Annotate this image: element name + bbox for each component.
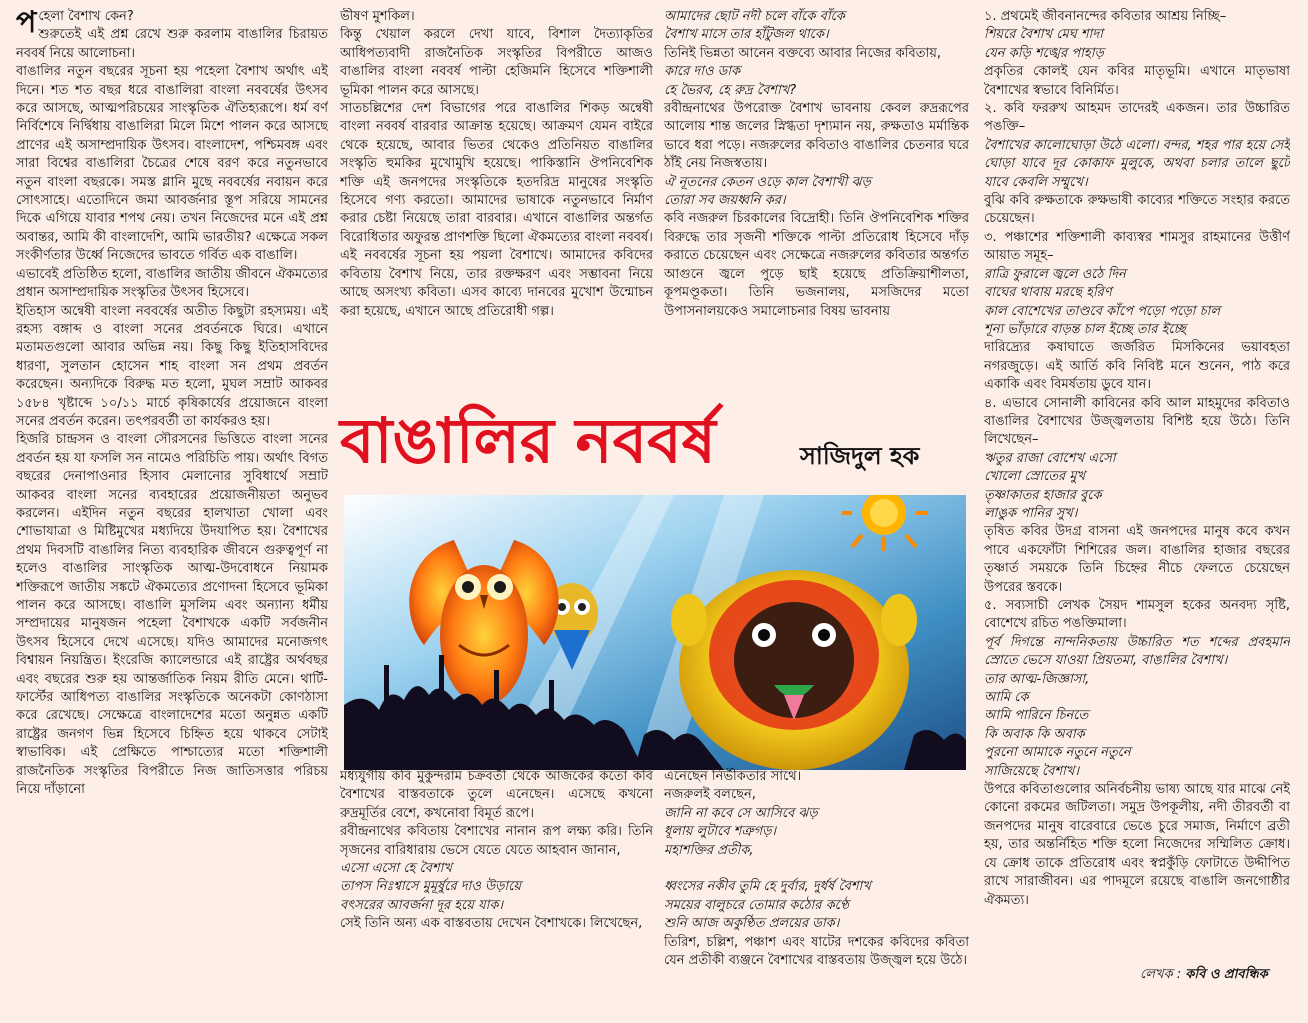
paragraph: তাপস নিঃশ্বাসে মুমূর্ষুরে দাও উড়ায়ে — [340, 879, 522, 895]
paragraph: শূন্য ভাঁড়ারে বাড়ন্ত চাল ইচ্ছে তার ইচ্ছে — [984, 321, 1186, 337]
paragraph: আমি কে — [984, 690, 1029, 706]
paragraph: ধূলায় লুটাবে শত্রুগড়। — [664, 824, 777, 840]
paragraph: পূর্ব দিগন্তে নান্দনিকতায় উচ্চারিত শত শব্দের প্রবহমান স্রোতে ভেসে যাওয়া প্রিয়তমা, বাঙালির বৈশাখ। — [984, 634, 1290, 669]
paragraph: শুরুতেই এই প্রশ্ন রেখে শুরু করলাম বাঙালির চিরায়ত নববর্ষ নিয়ে আলোচনা। — [16, 27, 328, 61]
paragraph: বৎসরের আবর্জনা দূর হয়ে যাক। — [340, 897, 504, 913]
paragraph: মহাশক্তির প্রতীক, — [664, 842, 754, 858]
paragraph: তৃষ্ণাকাতর হাজার বুকে — [984, 487, 1102, 503]
paragraph: রাত্রি ফুরালে জ্বলে ওঠে দিন — [984, 266, 1126, 282]
author-byline: সাজিদুল হক — [800, 442, 920, 470]
paragraph: সাতচল্লিশের দেশ বিভাগের পরে বাঙালির শিকড় অন্বেষী বাংলা নববর্ষ বারবার আক্রান্ত হয়েছে। আক্রমণ যেমন বাইরে থেকে হয়েছে, আবার ভিতর থেকেও প্রতিনিয়ত বাঙালির সংস্কৃতি হুমকির মুখোমুখি হয়েছে। পাকিস্তানি ঔপনিবেশিক শক্তি এই জনপদের সংস্কৃতিকে হতদরিদ্র মানুষের সংস্কৃতি হিসেবে গণ্য করতো। আমাদের ভাষাকে নতুনভাবে নির্মাণ করার চেষ্টা নিয়েছে তারা বারবার। এখানে বাঙালির অন্তর্গত বিরোধিতার অফুরন্ত প্রাণশক্তি ছিলো ঐকমত্যের বাংলা নববর্ষ। — [340, 101, 653, 245]
column-4 — [984, 8, 1290, 1016]
paragraph: ৫. সব্যসাচী লেখক সৈয়দ শামসুল হকের অনবদ্য সৃষ্টি, বোশেখে রচিত পঙক্তিমালা। — [984, 598, 1290, 632]
paragraph: মধ্যযুগীয় কবি মুকুন্দরাম চক্রবর্তী থেকে আজকের কতো কবি বৈশাখের বাস্তবতাকে তুলে এনেছেন। এসেছে কখনো রুদ্রমূর্তির বেশে, কখনোবা বিমূর্ত রূপে। — [340, 769, 653, 821]
paragraph: হেলা বৈশাখ কেন? — [38, 9, 134, 24]
paragraph: দারিদ্র্যের কষাঘাতে জর্জরিত মিসকিনের ভয়াবহতা নগরজুড়ে। এই আর্তি কবি নিবিষ্ট মনে শুনেন, পাঠ করে একাকি এবং বিমর্ষতায় ডুবে যান। — [984, 340, 1290, 393]
paragraph: ধ্বংসের নকীব তুমি হে দুর্বার, দুর্ধর্ষ বৈশাখ — [664, 879, 871, 895]
paragraph: সময়ের বালুচরে তোমার কঠোর কণ্ঠে — [664, 897, 849, 913]
paragraph: সাজিয়েছে বৈশাখ। — [984, 763, 1079, 779]
paragraph: এনেছেন নির্ভীকতার সাথে। — [664, 769, 802, 784]
festival-illustration — [344, 495, 966, 770]
paragraph: বৈশাখ মাসে তার হাঁটুজল থাকে। — [664, 27, 829, 43]
paragraph: কিন্তু খেয়াল করলে দেখা যাবে, বিশাল দৈত্যাকৃতির আধিপত্যবাদী রাজনৈতিক সংস্কৃতির বিপরীতে আজও বাঙালির বাংলা নববর্ষ পাল্টা হেজিমনি হিসেবে শক্তিশালী ভূমিকা পালন করে আসছে। — [340, 27, 653, 98]
paragraph: শুনি আজ অকুণ্ঠিত প্রলয়ের ডাক। — [664, 916, 840, 932]
drop-cap: প — [16, 8, 37, 40]
paragraph: রবীন্দ্রনাথের উপরোক্ত বৈশাখ ভাবনায় কেবল রুদ্ররূপের আলোয় শান্ত জলের স্নিগ্ধতা দৃশ্যমান নয়, রুক্ষতাও মর্মান্তিক ভাবে ধরা পড়ে। নজরুলের কবিতাও বাঙালির চেতনার ঘরে ঠাঁই নেয় নিজস্বতায়। — [664, 101, 969, 172]
paragraph: বাঘের থাবায় মরছে হরিণ — [984, 285, 1112, 301]
paragraph: তিনিই ভিন্নতা আনেন বক্তব্যে আবার নিজের কবিতায়, — [664, 45, 942, 61]
paragraph: পুরনো আমাকে নতুনে নতুনে — [984, 745, 1131, 761]
paragraph: বৈশাখের কালোঘোড়া উঠে এলো। বন্দর, শহর পার হয়ে সেই ঘোড়া যাবে দূর কোকাফ মুলুকে, অথবা চলার তালে ছুটে যাবে কেবলি সম্মুখে। — [984, 137, 1290, 190]
column-3-bottom — [664, 768, 969, 1018]
column-1 — [16, 8, 328, 1016]
paragraph: কি অবাক কি অবাক — [984, 726, 1085, 742]
column-2-top — [340, 8, 653, 338]
paragraph: হিজরি চান্দ্রসন ও বাংলা সৌরসনের ভিত্তিতে বাংলা সনের প্রবর্তন হয় যা ফসলি সন নামেও পরিচিতি পায়। অর্থাৎ বিগত বছরের দেনাপাওনার হিসাব মেলানোর সুবিধার্থে সম্রাট আকবর বাংলা সনের ব্যবহারের প্রয়োজনীয়তা অনুভব করলেন। এইদিন নতুন বছরের হালখাতা খোলা এবং শোভাযাত্রা ও মিষ্টিমুখের মধ্যদিয়ে উদযাপিত হয়। বৈশাখের প্রথম দিবসটি বাঙালির নিত্য ব্যবহারিক জীবনে গুরুত্বপূর্ণ না হলেও বাঙালির সাংস্কৃতিক আত্ম-উদবোধনে নিয়ামক শক্তিরূপে জাতীয় সঙ্কটে ঐকমত্যের প্রণোদনা হিসেবে ভূমিকা পালন করে আসছে। বাঙালি মুসলিম এবং অন্যান্য ধর্মীয় সম্প্রদায়ের মানুষজন পহেলা বৈশাখকে একটি সর্বজনীন উৎসব হিসেবে দেখে এসেছে। যদিও আমাদের মনোজগৎ বিশ্বায়ন নিয়ন্ত্রিত। ইংরেজি ক্যালেন্ডারে এই রাষ্ট্রের অর্থবছর এবং বছরের শুরু হয় আন্তর্জাতিক নিয়ম রীতি মেনে। থার্টি-ফার্স্টের আধিপত্য বাঙালির সংস্কৃতিকে অনেকটা কোণঠাসা করে রেখেছে। সেক্ষেত্রে বাংলাদেশের মতো অনুন্নত একটি রাষ্ট্রের জনগণ ভিন্ন হিসেবে চিহ্নিত হয়ে থাকবে সেটাই স্বাভাবিক। এই প্রেক্ষিতে পাশ্চাত্যের মতো শক্তিশালী রাজনৈতিক সংস্কৃতির বিপরীতে নিজ জাতিসত্তার পরিচয় নিয়ে দাঁড়ানো — [16, 432, 328, 798]
paragraph — [664, 860, 969, 878]
paragraph: আমাদের ছোট নদী চলে বাঁকে বাঁকে — [664, 9, 845, 24]
column-3-top — [664, 8, 969, 338]
paragraph: তার আত্ম-জিজ্ঞাসা, — [984, 671, 1090, 687]
paragraph: হে ভৈরব, হে রুদ্র বৈশাখ? — [664, 82, 797, 98]
festival-illustration-art — [344, 495, 966, 770]
paragraph: ঋতুর রাজা বোশেখ এসো — [984, 450, 1116, 466]
paragraph: নজরুলই বলছেন, — [664, 787, 756, 803]
paragraph: এভাবেই প্রতিষ্ঠিত হলো, বাঙালির জাতীয় জীবনে ঐকমত্যের প্রধান অসাম্প্রদায়িক সংস্কৃতির উৎসব হিসেবে। — [16, 266, 328, 301]
paragraph: তিরিশ, চল্লিশ, পঞ্চাশ এবং ষাটের দশকের কবিদের কবিতা যেন প্রতীকী ব্যঞ্জনে বৈশাখের বাস্তবতায় উজ্জ্বল হয়ে উঠে। — [664, 934, 969, 969]
paragraph: আমি পারিনে চিনতে — [984, 708, 1089, 724]
article-headline: বাঙালির নববর্ষ — [340, 404, 716, 477]
paragraph: এই নববর্ষের সূচনা হয় পয়লা বৈশাখে। আমাদের কবিদের কবিতায় বৈশাখ নিয়ে, তার রক্তক্ষরণ এবং সম্ভাবনা নিয়ে আছে অসংখ্য কবিতা। এসব কাব্যে দানবের মুখোশ উন্মোচন করা হয়েছে, এখানে আছে প্রতিরোধী গল্প। — [340, 248, 653, 319]
paragraph: জানি না কবে সে আসিবে ঝড় — [664, 805, 818, 821]
paragraph: যেন কড়ি শঙ্খের পাহাড় — [984, 45, 1104, 61]
paragraph: ঐ নূতনের কেতন ওড়ে কাল বৈশাখী ঝড় — [664, 174, 871, 190]
paragraph: এসো এসো হে বৈশাখ — [340, 861, 452, 877]
paragraph: বাঙালির নতুন বছরের সূচনা হয় পহেলা বৈশাখ অর্থাৎ এই দিনে। শত শত বছর ধরে বাঙালিরা বাংলা নববর্ষের উৎসব করে আসছে, আত্মপরিচয়ের সাংস্কৃতিক ঐতিহ্যরূপে। ধর্ম বর্ণ নির্বিশেষে নির্দ্বিধায় বাঙালিরা মিলে মিশে পালন করে আসছে প্রাণের এই অসাম্প্রদায়িক উৎসব। বাংলাদেশ, পশ্চিমবঙ্গ এবং সারা বিশ্বের বাঙালিরা চৈত্রের শেষে বরণ করে নতুনভাবে নতুন বাংলা বছরকে। সমস্ত গ্লানি মুছে নববর্ষের নবায়ন করে সোৎসাহে। এতোদিনে জমা আবর্জনার স্তূপ সরিয়ে সামনের দিকে এগিয়ে যাবার শপথ নেয়। তখন নিজেদের মনে এই প্রশ্ন অবান্তর, আমি কী বাংলাদেশি, আমি ভারতীয়? এক্ষেত্রে সকল সংকীর্ণতার উর্ধ্বে নিজেদের ভাবতে গর্বিত এক বাঙালি। — [16, 64, 328, 264]
paragraph: বুঝি কবি রুক্ষতাকে রুক্ষভাষী কাব্যের শক্তিতে সংহার করতে চেয়েছেন। — [984, 193, 1290, 227]
paragraph: খোলো স্রোতের মুখ — [984, 469, 1086, 485]
paragraph: রবীন্দ্রনাথের কবিতায় বৈশাখের নানান রূপ লক্ষ্য করি। তিনি সৃজনের বারিধারায় ভেসে যেতে যেতে আহবান জানান, — [340, 824, 653, 858]
paragraph: সেই তিনি অন্য এক বাস্তবতায় দেখেন বৈশাখকে। লিখেছেন, — [340, 916, 643, 932]
author-credit — [1140, 965, 1300, 986]
paragraph: ইতিহাস অন্বেষী বাংলা নববর্ষের অতীত কিছুটা রহস্যময়। এই রহস্য বঙ্গাব্দ ও বাংলা সনের প্রবর্তনকে ঘিরে। এখানে মতামতগুলো আবার অভিন্ন নয়। কিছু কিছু ইতিহাসবিদের ধারণা, সুলতান হোসেন শাহ বাংলা সন প্রথম প্রবর্তন করেছেন। অন্যদিকে বিরুদ্ধ মত হলো, মুঘল সম্রাট আকবর ১৫৮৪ খৃষ্টাব্দে ১০/১১ মার্চে কৃষিকার্যের প্রয়োজনে বাংলা সনের প্রবর্তন করেন। তৎপরবর্তী তা কার্যকরও হয়। — [16, 303, 328, 429]
paragraph: ১. প্রথমেই জীবনানন্দের কবিতার আশ্রয় নিচ্ছি– — [984, 9, 1227, 24]
paragraph: লাঙুক পানির সুখ। — [984, 505, 1078, 521]
paragraph: উপরে কবিতাগুলোর অনির্বচনীয় ভাষ্য আছে যার মাঝে নেই কোনো রকমের জটিলতা। সমুদ্র উপকূলীয়, নদী তীরবর্তী বা জনপদের মানুষ বারেবারে ভেঙে চুরে সমাজ, নির্মাণে ব্রতী হয়, তার অন্তর্নিহিত শক্তি হলো নিজেদের সম্মিলিত ক্রোধ। যে ক্রোধ তাকে প্রতিরোধ এবং স্বপ্নকুঁড়ি ফোটাতে উদ্দীপিত রাখে সারাজীবন। এর পাদমূলে রয়েছে বাঙালি জনগোষ্ঠীর ঐকমত্য। — [984, 782, 1290, 908]
paragraph: কাল বোশেখের তাণ্ডবে কাঁপে পড়ো পড়ো চাল — [984, 303, 1221, 319]
paragraph: ৩. পঞ্চাশের শক্তিশালী কাব্যস্বর শামসুর রাহমানের উত্তীর্ণ আয়াত সমূহ– — [984, 229, 1290, 264]
author-credit-value: কবি ও প্রাবন্ধিক — [1185, 967, 1268, 982]
paragraph: কারে দাও ডাক — [664, 64, 741, 80]
paragraph: ভীষণ মুশকিল। — [340, 9, 415, 24]
author-credit-label: লেখক : — [1140, 967, 1182, 982]
paragraph: ২. কবি ফররুখ আহমদ তাদেরই একজন। তার উচ্চারিত পঙক্তি– — [984, 101, 1290, 135]
paragraph: কবি নজরুল চিরকালের বিদ্রোহী। তিনি ঔপনিবেশিক শক্তির বিরুদ্ধে তার সৃজনী শক্তিকে পাল্টা প্রতিরোধ হিসেবে দাঁড় করাতে চেয়েছেন এবং সেক্ষেত্রে নজরুলের কবিতার অন্তর্গত আগুনে জ্বলে পুড়ে ছাই হয়েছে প্রতিক্রিয়াশীলতা, কূপমণ্ডূকতা। তিনি ভজনালয়, মসজিদের মতো উপাসনালয়কেও সমালোচনার বিষয় ভাবনায় — [664, 211, 969, 319]
column-2-bottom — [340, 768, 653, 1018]
paragraph: তোরা সব জয়ধ্বনি কর। — [664, 193, 786, 209]
paragraph: তৃষিত কবির উদগ্র বাসনা এই জনপদের মানুষ কবে কখন পাবে একফোঁটা শিশিরের জল। বাঙালির হাজার বছরের তৃষ্ণার্ত সময়কে তিনি চিহ্নের নীচে ফেলতে চেয়েছেন উপরের স্তবকে। — [984, 524, 1290, 595]
paragraph: শিয়রে বৈশাখ মেঘ শাদা — [984, 27, 1103, 43]
paragraph: প্রকৃতির কোলই যেন কবির মাতৃভূমি। এখানে মাতৃভাষা বৈশাখের স্বভাবে বিনির্মিত। — [984, 64, 1290, 98]
paragraph: ৪. এভাবে সোনালী কাবিনের কবি আল মাহমুদের কবিতাও বাঙালির বৈশাখের উজ্জ্বলতায় বিশিষ্ট হয়ে উঠে। তিনি লিখেছেন– — [984, 395, 1290, 448]
